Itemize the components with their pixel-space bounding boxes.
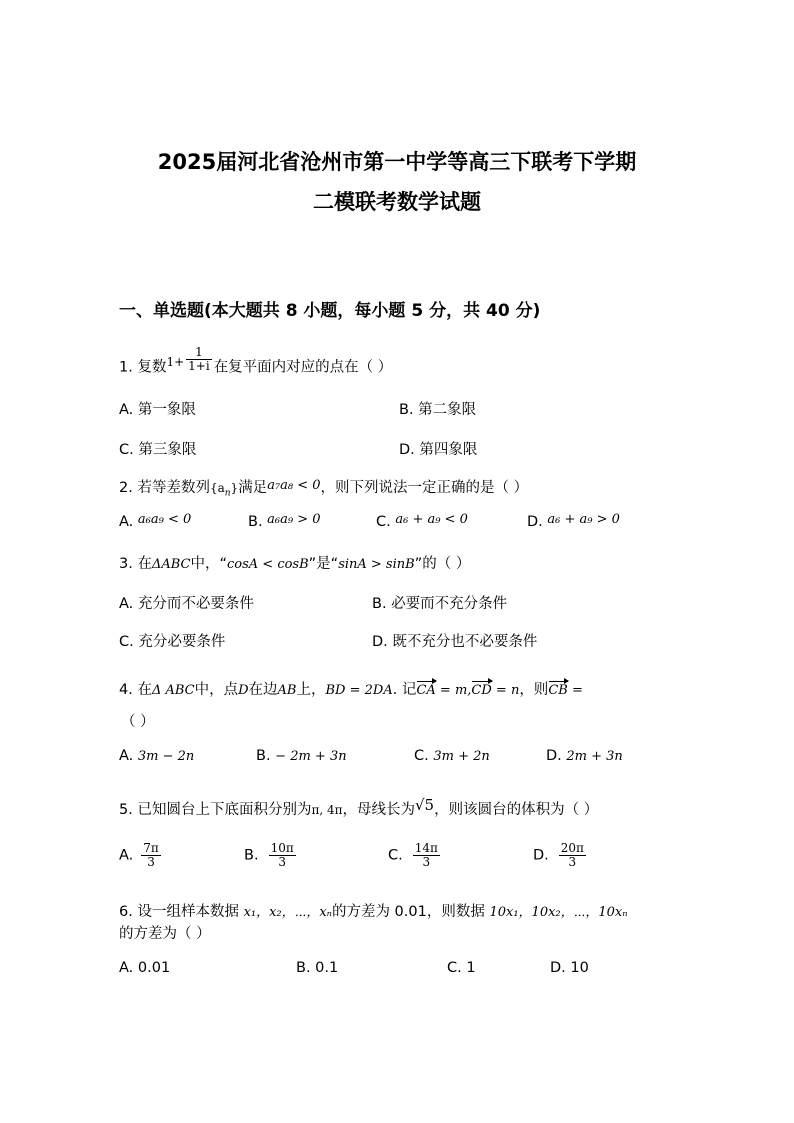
question-text: ”的（ ） bbox=[414, 556, 471, 572]
document-title-line-2: 二模联考数学试题 bbox=[313, 190, 481, 214]
question-number: 1. bbox=[119, 359, 133, 376]
question-6-continuation: 的方差为（ ） bbox=[119, 926, 211, 942]
question-text: 若等差数列 bbox=[137, 480, 210, 496]
question-text: 已知圆台上下底面积分别为 bbox=[137, 802, 312, 818]
question-text: . 记 bbox=[392, 682, 417, 698]
question-text: 满足 bbox=[238, 480, 268, 496]
option-b: B. a₆a₉ > 0 bbox=[248, 512, 321, 530]
question-text: 在 bbox=[137, 682, 152, 698]
option-c: C. $\frac{14\pi}{3}$ bbox=[388, 841, 438, 869]
question-text: 中，点 bbox=[194, 682, 239, 698]
question-6 bbox=[119, 900, 627, 921]
option-c: C. 充分必要条件 bbox=[119, 634, 226, 650]
option-b: B. 第二象限 bbox=[399, 402, 477, 418]
fraction: $\frac{1}{1+i}$ bbox=[188, 345, 210, 373]
option-d: D. 10 bbox=[550, 960, 589, 976]
option-c: C. 3m + 2n bbox=[414, 748, 490, 764]
question-3 bbox=[119, 552, 470, 573]
math-expression: π, 4π bbox=[311, 803, 343, 817]
question-text: ，则 bbox=[519, 682, 549, 698]
question-text: ，则该圆台的体积为（ ） bbox=[434, 802, 599, 818]
option-b: B. $\frac{10\pi}{3}$ bbox=[244, 841, 294, 869]
question-text: 在边 bbox=[248, 682, 278, 698]
math-expression: a₇a₈ < 0 bbox=[267, 478, 321, 493]
option-a: A. $\frac{7\pi}{3}$ bbox=[119, 841, 159, 869]
math-expression: √5 bbox=[415, 796, 435, 814]
question-text: 复数 bbox=[137, 359, 167, 376]
option-b: B. 0.1 bbox=[296, 960, 339, 976]
question-text: 在复平面内对应的点在（ ） bbox=[213, 359, 393, 376]
option-d: D. 既不充分也不必要条件 bbox=[372, 634, 538, 650]
option-a: A. 3m − 2n bbox=[119, 748, 195, 764]
question-number: 4. bbox=[119, 682, 133, 698]
question-5 bbox=[119, 798, 598, 819]
math-expression: $\{a_n\}$ bbox=[209, 481, 239, 499]
question-text: 的方差为 0.01，则数据 bbox=[331, 904, 490, 920]
math-expression: sinA > sinB bbox=[338, 557, 415, 572]
question-1 bbox=[119, 345, 393, 381]
option-d: D. 2m + 3n bbox=[546, 748, 623, 764]
vector-expression: CB = bbox=[548, 683, 583, 698]
option-d: D. 第四象限 bbox=[399, 442, 478, 458]
option-b: B. 必要而不充分条件 bbox=[372, 596, 508, 612]
question-text: 上， bbox=[296, 682, 326, 698]
option-c: C. 第三象限 bbox=[119, 442, 197, 458]
question-2 bbox=[119, 476, 528, 498]
math-expression: cosA < cosB bbox=[227, 557, 309, 572]
section-heading: 一、单选题(本大题共 8 小题，每小题 5 分，共 40 分) bbox=[119, 301, 541, 321]
option-b: B. − 2m + 3n bbox=[256, 748, 347, 764]
question-number: 3. bbox=[119, 556, 133, 572]
option-a: A. 0.01 bbox=[119, 960, 171, 976]
math-expression: AB bbox=[277, 683, 297, 698]
math-expression: ΔABC bbox=[151, 557, 191, 572]
option-a: A. a₆a₉ < 0 bbox=[119, 512, 192, 530]
question-4 bbox=[119, 678, 583, 699]
math-expression: 10x₁，10x₂，⋯，10xₙ bbox=[489, 905, 628, 920]
question-number: 6. bbox=[119, 904, 133, 920]
option-c: C. a₆ + a₉ < 0 bbox=[376, 512, 468, 530]
question-text: 设一组样本数据 bbox=[137, 904, 239, 920]
option-a: A. 第一象限 bbox=[119, 402, 196, 418]
question-text: ”是“ bbox=[308, 556, 339, 572]
option-d: D. $\frac{20\pi}{3}$ bbox=[533, 841, 584, 869]
option-a: A. 充分而不必要条件 bbox=[119, 596, 254, 612]
math-expression: D bbox=[238, 683, 249, 698]
math-expression: BD = 2DA bbox=[325, 683, 393, 698]
option-d: D. a₆ + a₉ > 0 bbox=[527, 512, 620, 530]
question-text: 在 bbox=[137, 556, 152, 572]
math-expression: Δ ABC bbox=[151, 683, 195, 698]
option-c: C. 1 bbox=[447, 960, 476, 976]
document-title-line-1: 2025届河北省沧州市第一中学等高三下联考下学期 bbox=[157, 150, 637, 174]
question-number: 2. bbox=[119, 480, 133, 496]
question-number: 5. bbox=[119, 802, 133, 818]
math-expression: 1+ bbox=[166, 354, 185, 369]
question-4-continuation: （ ） bbox=[121, 714, 155, 730]
math-expression: x₁，x₂，⋯，xₙ bbox=[243, 905, 332, 920]
question-text: ，母线长为 bbox=[342, 802, 415, 818]
question-text: 中，“ bbox=[190, 556, 227, 572]
question-text: ，则下列说法一定正确的是（ ） bbox=[320, 480, 529, 496]
vector-expression: CA = m,CD = n bbox=[416, 683, 520, 698]
